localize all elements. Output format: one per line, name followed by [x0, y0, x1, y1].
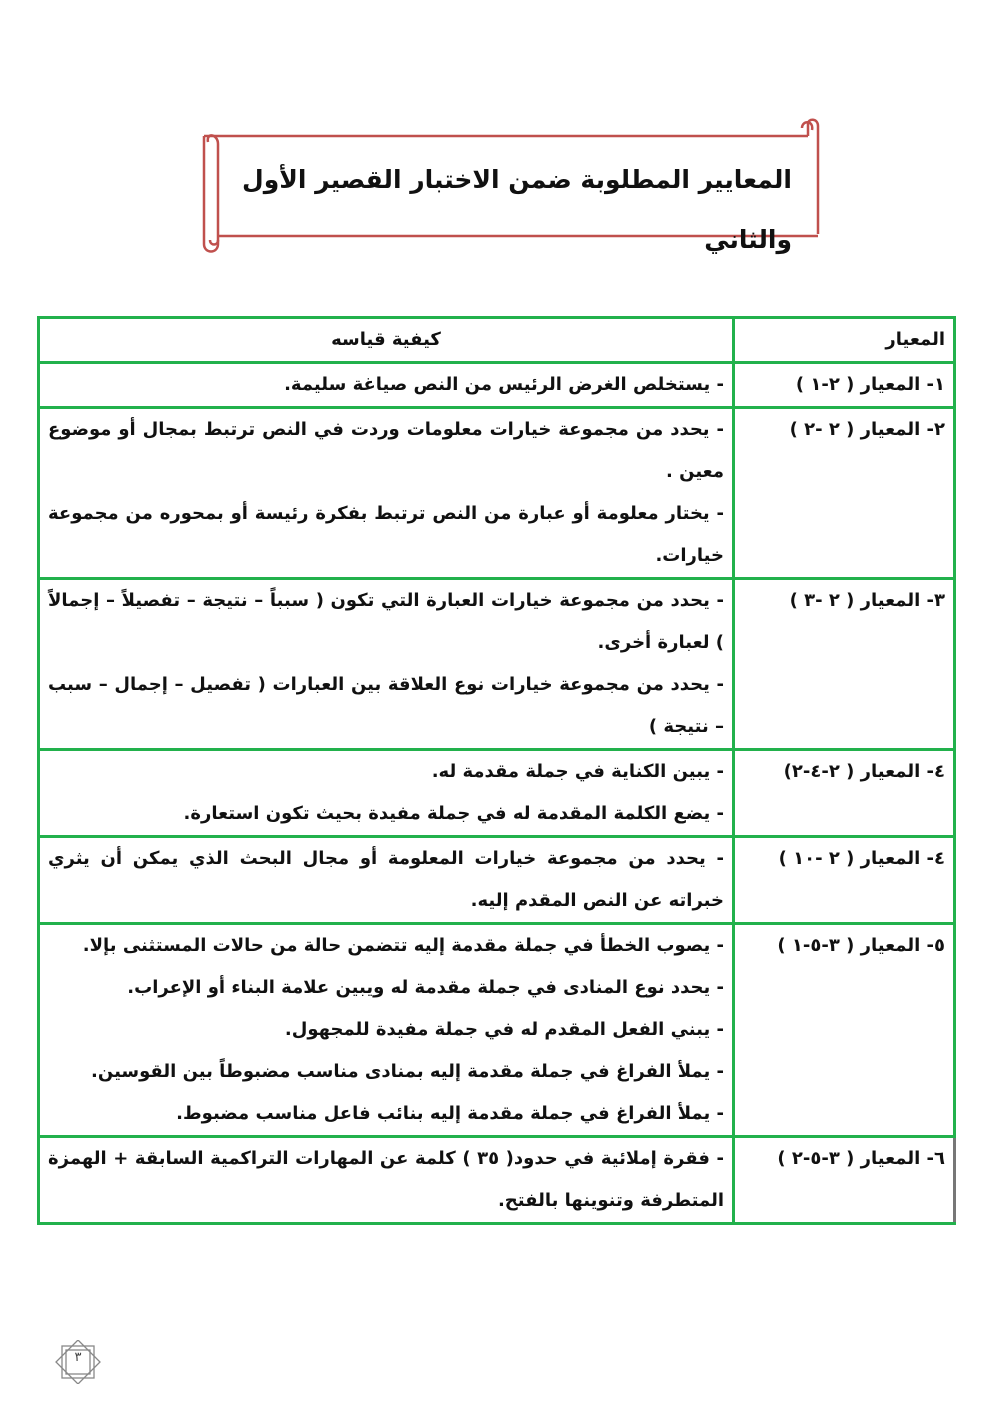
method-cell: [39, 579, 734, 750]
method-cell: [39, 750, 734, 837]
table-row: [39, 1137, 955, 1224]
method-line: - يضع الكلمة المقدمة له في جملة مفيدة بحيث تكون استعارة.: [183, 803, 724, 824]
header-criterion: المعيار: [734, 318, 955, 363]
method-line: - يملأ الفراغ في جملة مقدمة إليه بنائب فاعل مناسب مضبوط.: [176, 1103, 724, 1124]
table-row: [39, 924, 955, 1137]
method-line: - يستخلص الغرض الرئيس من النص صياغة سليمة.: [284, 374, 724, 395]
method-line: - يحدد من مجموعة خيارات نوع العلاقة بين العبارات ( تفصيل – إجمال – سبب – نتيجة ): [48, 674, 724, 737]
method-line: - يحدد نوع المنادى في جملة مقدمة له ويبين علامة البناء أو الإعراب.: [127, 977, 724, 998]
method-line: - فقرة إملائية في حدود( ٣٥ ) كلمة عن المهارات التراكمية السابقة + الهمزة المتطرفة وتنوينها بالفتح.: [48, 1148, 724, 1211]
method-line: - يملأ الفراغ في جملة مقدمة إليه بمنادى مناسب مضبوطاً بين القوسين.: [91, 1061, 724, 1082]
page-number: ٣: [74, 1350, 82, 1365]
method-line: - يحدد من مجموعة خيارات العبارة التي تكون ( سبباً – نتيجة – تفصيلاً – إجمالاً ) لعبارة أخرى.: [48, 590, 724, 653]
table-row: [39, 579, 955, 750]
header-method: كيفية قياسه: [39, 318, 734, 363]
criterion-cell: ٢- المعيار ( ٢ -٢ ): [734, 408, 955, 579]
title-banner: [196, 116, 826, 256]
method-cell: [39, 1137, 734, 1224]
method-line: - يصوب الخطأ في جملة مقدمة إليه تتضمن حالة من حالات المستثنى بإلا.: [82, 935, 724, 956]
method-line: - يختار معلومة أو عبارة من النص ترتبط بفكرة رئيسة أو بمحوره من مجموعة خيارات.: [48, 503, 724, 566]
table-row: [39, 750, 955, 837]
method-line: - يحدد من مجموعة خيارات المعلومة أو مجال البحث الذي يمكن أن يثري خبراته عن النص المقدم إليه.: [48, 848, 724, 911]
table-row: [39, 408, 955, 579]
criterion-cell: ٥- المعيار ( ٣-٥-١ ): [734, 924, 955, 1137]
method-line: - يبين الكناية في جملة مقدمة له.: [431, 761, 724, 782]
table-header-row: [39, 318, 955, 363]
page-number-badge: [50, 1340, 106, 1384]
method-line: - يبني الفعل المقدم له في جملة مفيدة للمجهول.: [284, 1019, 724, 1040]
table-row: [39, 837, 955, 924]
criteria-table: [37, 316, 956, 1225]
method-cell: [39, 408, 734, 579]
method-cell: [39, 837, 734, 924]
criterion-cell: ٤- المعيار ( ٢-٤-٢): [734, 750, 955, 837]
table-row: [39, 363, 955, 408]
criterion-cell: ١- المعيار ( ٢-١ ): [734, 363, 955, 408]
page-title: المعايير المطلوبة ضمن الاختبار القصير الأول والثاني: [242, 165, 792, 254]
method-cell: [39, 924, 734, 1137]
criterion-cell: ٦- المعيار ( ٣-٥-٢ ): [734, 1137, 955, 1224]
criterion-cell: ٤- المعيار ( ٢ -١٠ ): [734, 837, 955, 924]
method-line: - يحدد من مجموعة خيارات معلومات وردت في النص ترتبط بمجال أو موضوع معين .: [48, 419, 724, 482]
method-cell: [39, 363, 734, 408]
criterion-cell: ٣- المعيار ( ٢ -٣ ): [734, 579, 955, 750]
